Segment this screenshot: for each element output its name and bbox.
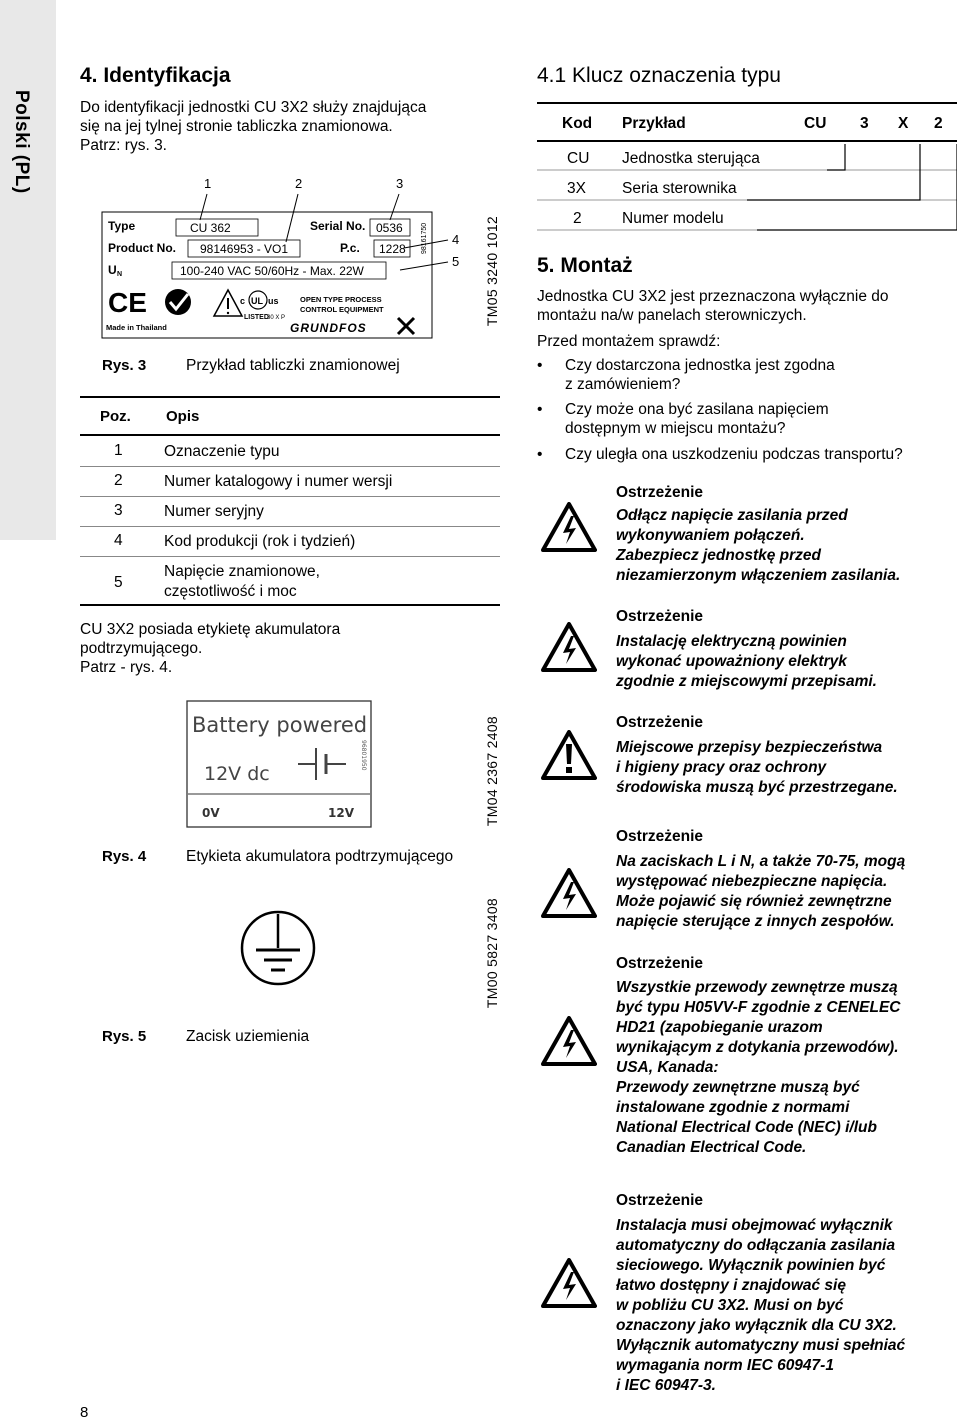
grundfos-logo: GRUNDFOS xyxy=(290,321,367,335)
electric-hazard-icon xyxy=(541,622,597,672)
pc-value: 1228 xyxy=(379,242,406,256)
fig5-tm-code: TM00 5827 3408 xyxy=(484,898,500,1009)
pc-label: P.c. xyxy=(340,241,360,255)
key-example-3: 3 xyxy=(860,115,869,132)
nameplate-side-code: 98161750 xyxy=(421,222,428,254)
svg-text:c: c xyxy=(240,296,246,306)
montaz-intro: Jednostka CU 3X2 jest przeznaczona wyłącznie do montażu na/w panelach sterowniczych. xyxy=(537,288,889,324)
fig3-tm-code: TM05 3240 1012 xyxy=(484,216,500,327)
svg-text:LISTED: LISTED xyxy=(244,314,269,321)
key-row-code: CU xyxy=(567,150,590,167)
battery-voltage: 12V dc xyxy=(204,763,270,785)
warning-body: Odłącz napięcie zasilania przed wykonywaniem połączeń. Zabezpiecz jednostkę przed niezamierzonym włączeniem zasilania. xyxy=(616,507,901,584)
language-tab xyxy=(0,0,56,540)
electric-hazard-icon xyxy=(541,1258,597,1308)
key-row-desc: Numer modelu xyxy=(622,210,724,227)
ground-terminal-icon xyxy=(238,908,318,988)
warning-heading: Ostrzeżenie xyxy=(616,1192,704,1209)
fig4-label: Rys. 4 xyxy=(102,848,147,865)
warning-body: Instalację elektryczną powinien wykonać upoważniony elektryk zgodnie z miejscowymi przepisami. xyxy=(616,633,877,690)
electric-hazard-icon xyxy=(541,868,597,918)
battery-note: CU 3X2 posiada etykietę akumulatora podtrzymującego. Patrz - rys. 4. xyxy=(80,621,341,676)
type-value: CU 362 xyxy=(190,221,231,235)
key-row-desc: Seria sterownika xyxy=(622,180,737,197)
callout-4: 4 xyxy=(452,232,460,247)
svg-text:UL: UL xyxy=(251,296,263,306)
callout-3: 3 xyxy=(396,176,404,191)
general-warning-icon xyxy=(541,730,597,780)
table-header-rule xyxy=(80,434,500,436)
battery-symbol-icon xyxy=(298,748,346,780)
key-row-code: 2 xyxy=(573,210,582,227)
language-tab-label: Polski (PL) xyxy=(11,90,32,194)
key-connector-lines xyxy=(537,140,957,240)
svg-text:us: us xyxy=(268,296,279,306)
serial-value: 0536 xyxy=(376,221,403,235)
warning-heading: Ostrzeżenie xyxy=(616,484,704,501)
callout-5: 5 xyxy=(452,254,460,269)
key-row-desc: Jednostka sterująca xyxy=(622,150,760,167)
open-type-line-2: CONTROL EQUIPMENT xyxy=(300,305,384,314)
warning-heading: Ostrzeżenie xyxy=(616,608,704,625)
fig5-label: Rys. 5 xyxy=(102,1028,147,1045)
electric-hazard-icon xyxy=(541,502,597,552)
nameplate-figure xyxy=(100,170,470,350)
battery-side-code: 96801950 xyxy=(360,740,367,771)
battery-12v-label: 12V xyxy=(328,806,354,820)
key-header-code: Kod xyxy=(562,115,593,132)
c-tick-icon xyxy=(165,289,191,315)
battery-0v-label: 0V xyxy=(202,806,220,820)
warning-heading: Ostrzeżenie xyxy=(616,828,704,845)
warning-body: Instalacja musi obejmować wyłącznik automatyczny do odłączania zasilania sieciowego. Wyłącznik powinien być łatwo dostępny i znajdować się w pobliżu CU 3X2. Musi on być oznaczony jako wyłącznik dla CU 3X2. Wyłącznik automatyczny musi spełniać wymagania norm IEC 60947-1 i IEC 60947-3. xyxy=(616,1217,906,1394)
key-example-cu: CU xyxy=(804,115,827,132)
battery-title: Battery powered xyxy=(192,713,368,737)
table-header-pos: Poz. xyxy=(100,408,131,425)
fig5-caption: Zacisk uziemienia xyxy=(186,1028,310,1045)
warning-triangle-icon xyxy=(214,290,242,316)
made-in-label: Made in Thailand xyxy=(106,323,167,332)
key-row-code: 3X xyxy=(567,180,586,197)
section-heading-type-key: 4.1 Klucz oznaczenia typu xyxy=(537,64,781,87)
callout-1: 1 xyxy=(204,176,212,191)
warning-body: Miejscowe przepisy bezpieczeństwa i higieny pracy oraz ochrony środowiska muszą być przestrzegane. xyxy=(616,739,898,796)
voltage-value: 100-240 VAC 50/60Hz - Max. 22W xyxy=(180,264,364,278)
product-label: Product No. xyxy=(108,241,176,255)
ul-listed-icon xyxy=(240,291,285,321)
page-number: 8 xyxy=(80,1404,89,1421)
fig4-tm-code: TM04 2367 2408 xyxy=(484,716,500,827)
key-table-top-rule xyxy=(537,102,957,104)
key-example-x: X xyxy=(898,115,909,132)
check-intro: Przed montażem sprawdź: xyxy=(537,333,721,350)
serial-label: Serial No. xyxy=(310,219,366,233)
table-bottom-rule xyxy=(80,604,500,606)
un-label: U xyxy=(108,263,117,277)
battery-label-figure xyxy=(186,700,372,830)
callout-2: 2 xyxy=(295,176,303,191)
grundfos-x-icon xyxy=(398,318,414,334)
table-header-desc: Opis xyxy=(166,408,200,425)
ce-mark-icon: CE xyxy=(108,287,147,318)
key-header-example: Przykład xyxy=(622,115,686,132)
un-subscript: N xyxy=(117,271,123,278)
section-heading-montaz: 5. Montaż xyxy=(537,254,633,277)
section-heading-identyfikacja: 4. Identyfikacja xyxy=(80,64,231,87)
fig3-caption: Przykład tabliczki znamionowej xyxy=(186,357,400,374)
fig4-caption: Etykieta akumulatora podtrzymującego xyxy=(186,848,454,865)
warning-heading: Ostrzeżenie xyxy=(616,714,704,731)
warning-body: Wszystkie przewody zewnętrze muszą być typu H05VV-F zgodnie z CENELEC HD21 (zapobieganie urazom wynikającym z dotykania przewodów). USA, Kanada: Przewody zewnętrzne muszą być instalowane zgodnie z normami National Electrical Code (NEC) i/lub Canadian Electrical Code. xyxy=(616,979,901,1156)
product-value: 98146953 - VO1 xyxy=(200,242,289,256)
key-example-2: 2 xyxy=(934,115,943,132)
electric-hazard-icon xyxy=(541,1016,597,1066)
table-top-rule xyxy=(80,396,500,398)
type-label: Type xyxy=(108,219,136,233)
svg-text:30 X P: 30 X P xyxy=(267,315,286,321)
warning-heading: Ostrzeżenie xyxy=(616,955,704,972)
identification-intro: Do identyfikacji jednostki CU 3X2 służy znajdująca się na jej tylnej stronie tabliczka znamionowa. Patrz: rys. 3. xyxy=(80,99,427,154)
fig3-label: Rys. 3 xyxy=(102,357,147,374)
open-type-line-1: OPEN TYPE PROCESS xyxy=(300,295,382,304)
warning-body: Na zaciskach L i N, a także 70-75, mogą występować niebezpieczne napięcia. Może pojawić się również zewnętrzne napięcie sterujące z innych zespołów. xyxy=(616,853,906,930)
